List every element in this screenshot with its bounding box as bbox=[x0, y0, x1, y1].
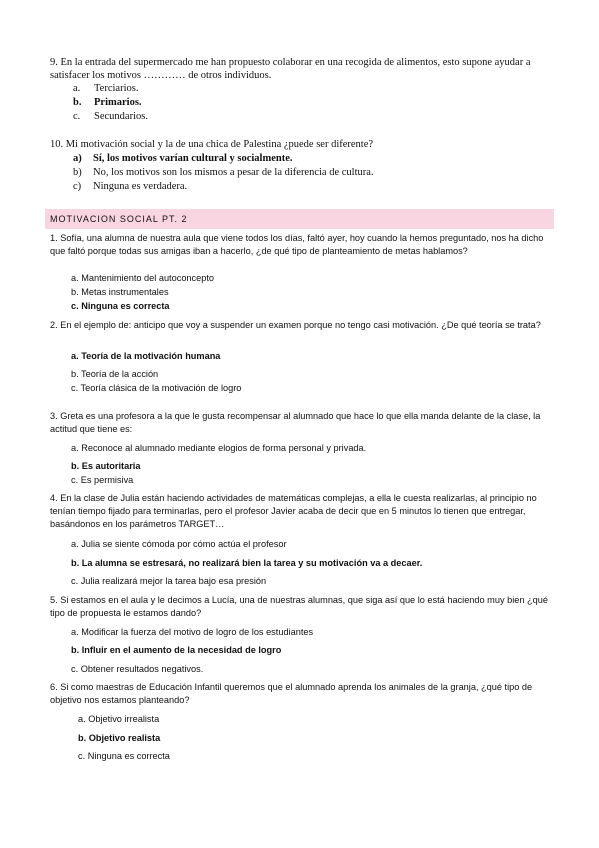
q10-option-c-letter: c) bbox=[73, 181, 82, 192]
q10-option-c: Ninguna es verdadera. bbox=[93, 181, 188, 192]
q3-option-a: a. Reconoce al alumnado mediante elogios de forma personal y privada. bbox=[71, 443, 367, 453]
question-5: 5. Si estamos en el aula y le decimos a Lucía, una de nuestras alumnas, que siga así que lo está haciendo muy bien ¿qué tipo de propuesta le estamos dando? bbox=[50, 595, 548, 618]
q10-option-a-letter: a) bbox=[73, 153, 82, 164]
q2-option-a: a. Teoría de la motivación humana bbox=[71, 351, 221, 361]
q4-option-a: a. Julia se siente cómoda por cómo actúa el profesor bbox=[71, 539, 287, 549]
q4-option-b: b. La alumna se estresará, no realizará bien la tarea y su motivación va a decaer. bbox=[71, 558, 423, 568]
q10-option-b-letter: b) bbox=[73, 167, 82, 178]
q9-option-c: Secundarios. bbox=[94, 111, 148, 122]
q9-option-a-letter: a. bbox=[73, 83, 81, 94]
q6-option-c: c. Ninguna es correcta bbox=[78, 751, 170, 761]
q9-option-b-letter: b. bbox=[73, 97, 82, 108]
q1-option-b: b. Metas instrumentales bbox=[71, 287, 169, 297]
q9-option-b: Primarios. bbox=[94, 97, 142, 108]
question-10: 10. Mi motivación social y la de una chica de Palestina ¿puede ser diferente? bbox=[50, 139, 374, 150]
question-2: 2. En el ejemplo de: anticipo que voy a suspender un examen porque no tengo casi motivación. ¿De qué teoría se trata? bbox=[50, 320, 541, 330]
q1-option-a: a. Mantenimiento del autoconcepto bbox=[71, 273, 215, 283]
q10-option-a: Sí, los motivos varían cultural y socialmente. bbox=[93, 153, 293, 164]
q5-option-b: b. Influir en el aumento de la necesidad de logro bbox=[71, 645, 282, 655]
q5-option-c: c. Obtener resultados negativos. bbox=[71, 664, 204, 674]
question-6: 6. Si como maestras de Educación Infantil queremos que el alumnado aprenda los animales de la granja, ¿qué tipo de objetivo nos estamos planteando? bbox=[50, 682, 533, 705]
q6-option-a: a. Objetivo irrealista bbox=[78, 714, 160, 724]
question-9: 9. En la entrada del supermercado me han propuesto colaborar en una recogida de alimentos, esto supone ayudar a satisfacer los motivos ………… de otros individuos. bbox=[50, 57, 531, 81]
q6-option-b: b. Objetivo realista bbox=[78, 733, 161, 743]
q1-option-c: c. Ninguna es correcta bbox=[71, 301, 170, 311]
question-1: 1. Sofía, una alumna de nuestra aula que viene todos los días, faltó ayer, hoy cuando la hemos preguntado, nos ha dicho que faltó porque todas sus amigas iban a hacerlo, ¿de qué tipo de planteamiento de metas hablamos? bbox=[50, 233, 544, 256]
section-header bbox=[45, 209, 554, 229]
q5-option-a: a. Modificar la fuerza del motivo de logro de los estudiantes bbox=[71, 627, 314, 637]
q3-option-c: c. Es permisiva bbox=[71, 475, 134, 485]
q9-option-a: Terciarios. bbox=[94, 83, 139, 94]
section-title: MOTIVACION SOCIAL PT. 2 bbox=[50, 214, 188, 224]
q4-option-c: c. Julia realizará mejor la tarea bajo esa presión bbox=[71, 576, 267, 586]
q10-option-b: No, los motivos son los mismos a pesar de la diferencia de cultura. bbox=[93, 167, 374, 178]
q2-option-b: b. Teoría de la acción bbox=[71, 369, 159, 379]
q9-option-c-letter: c. bbox=[73, 111, 81, 122]
q2-option-c: c. Teoría clásica de la motivación de logro bbox=[71, 383, 242, 393]
question-4: 4. En la clase de Julia están haciendo actividades de matemáticas complejas, a ella le cuesta realizarlas, al principio no tenían tiempo fijado para terminarlas, pero el profesor Javier acaba de decir que en 5 minutos lo tienen que entregar, basándonos en los parámetros TARGET… bbox=[50, 493, 537, 529]
question-3: 3. Greta es una profesora a la que le gusta recompensar al alumnado que hace lo que ella manda delante de la clase, la actitud que tiene es: bbox=[50, 411, 541, 434]
q3-option-b: b. Es autoritaria bbox=[71, 461, 141, 471]
